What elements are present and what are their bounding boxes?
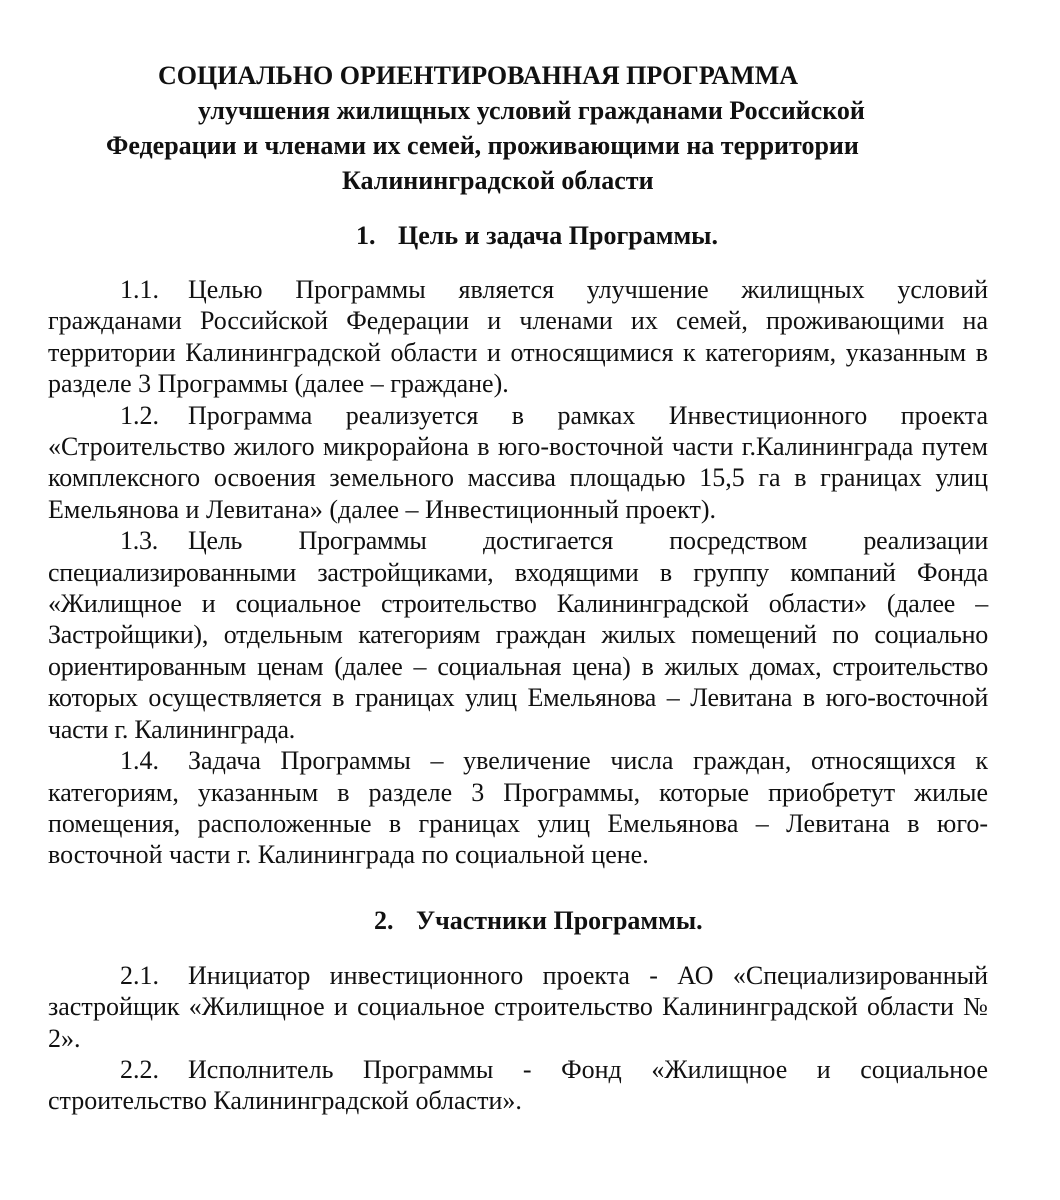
paragraph-number: 1.4. xyxy=(120,746,159,776)
paragraph-number: 1.3. xyxy=(120,526,158,556)
paragraph-2-1 xyxy=(48,960,988,1054)
section-2-items xyxy=(48,960,988,1117)
paragraph-1-4 xyxy=(48,745,988,871)
paragraph-text: Целью Программы является улучшение жилищных условий гражданами Российской Федерации и членами их семей, проживающими на территории Калининградской области и относящимися к категориям, указанным в разделе 3 Программы (далее – граждане). xyxy=(48,275,988,399)
paragraph-number: 2.1. xyxy=(120,960,159,990)
section-1-items xyxy=(48,274,988,871)
document-title xyxy=(48,58,988,198)
paragraph-number: 1.2. xyxy=(120,400,159,430)
paragraph-1-3 xyxy=(48,525,988,745)
paragraph-text: Цель Программы достигается посредством реализации специализированными застройщиками, входящими в группу компаний Фонда «Жилищное и социальное строительство Калининградской области» (далее – Застройщики), отдельным категориям граждан жилых помещений по социально ориентированным ценам (далее – социальная цена) в жилых домах, строительство которых осуществляется в границах улиц Емельянова – Левитана в юго-восточной части г. Калининграда. xyxy=(48,526,988,744)
title-line-1: СОЦИАЛЬНО ОРИЕНТИРОВАННАЯ ПРОГРАММА xyxy=(158,61,799,90)
title-line-4: Калининградской области xyxy=(342,166,654,195)
paragraph-text: Инициатор инвестиционного проекта - АО «Специализированный застройщик «Жилищное и социальное строительство Калининградской области № 2». xyxy=(48,960,988,1053)
paragraph-text: Исполнитель Программы - Фонд «Жилищное и социальное строительство Калининградской области». xyxy=(48,1054,988,1116)
paragraph-text: Программа реализуется в рамках Инвестиционного проекта «Строительство жилого микрорайона в юго-восточной части г.Калининграда путем комплексного освоения земельного массива площадью 15,5 га в границах улиц Емельянова и Левитана» (далее – Инвестиционный проект). xyxy=(48,400,988,524)
title-line-3: Федерации и членами их семей, проживающими на территории xyxy=(106,131,859,160)
title-line-2: улучшения жилищных условий гражданами Российской xyxy=(198,96,865,125)
paragraph-2-2 xyxy=(48,1054,988,1117)
section-number: 2. xyxy=(374,905,394,935)
paragraph-1-2 xyxy=(48,400,988,526)
paragraph-1-1 xyxy=(48,274,988,400)
section-2-heading xyxy=(48,905,988,937)
section-title: Цель и задача Программы. xyxy=(398,221,718,250)
section-1-heading xyxy=(48,220,988,252)
document-page xyxy=(48,58,988,1117)
paragraph-number: 1.1. xyxy=(120,275,159,304)
paragraph-text: Задача Программы – увеличение числа граждан, относящихся к категориям, указанным в разделе 3 Программы, которые приобретут жилые помещения, расположенные в границах улиц Емельянова – Левитана в юго-восточной части г. Калининграда по социальной цене. xyxy=(48,746,988,870)
section-number: 1. xyxy=(356,221,376,250)
paragraph-number: 2.2. xyxy=(120,1054,159,1084)
section-title: Участники Программы. xyxy=(416,905,703,935)
